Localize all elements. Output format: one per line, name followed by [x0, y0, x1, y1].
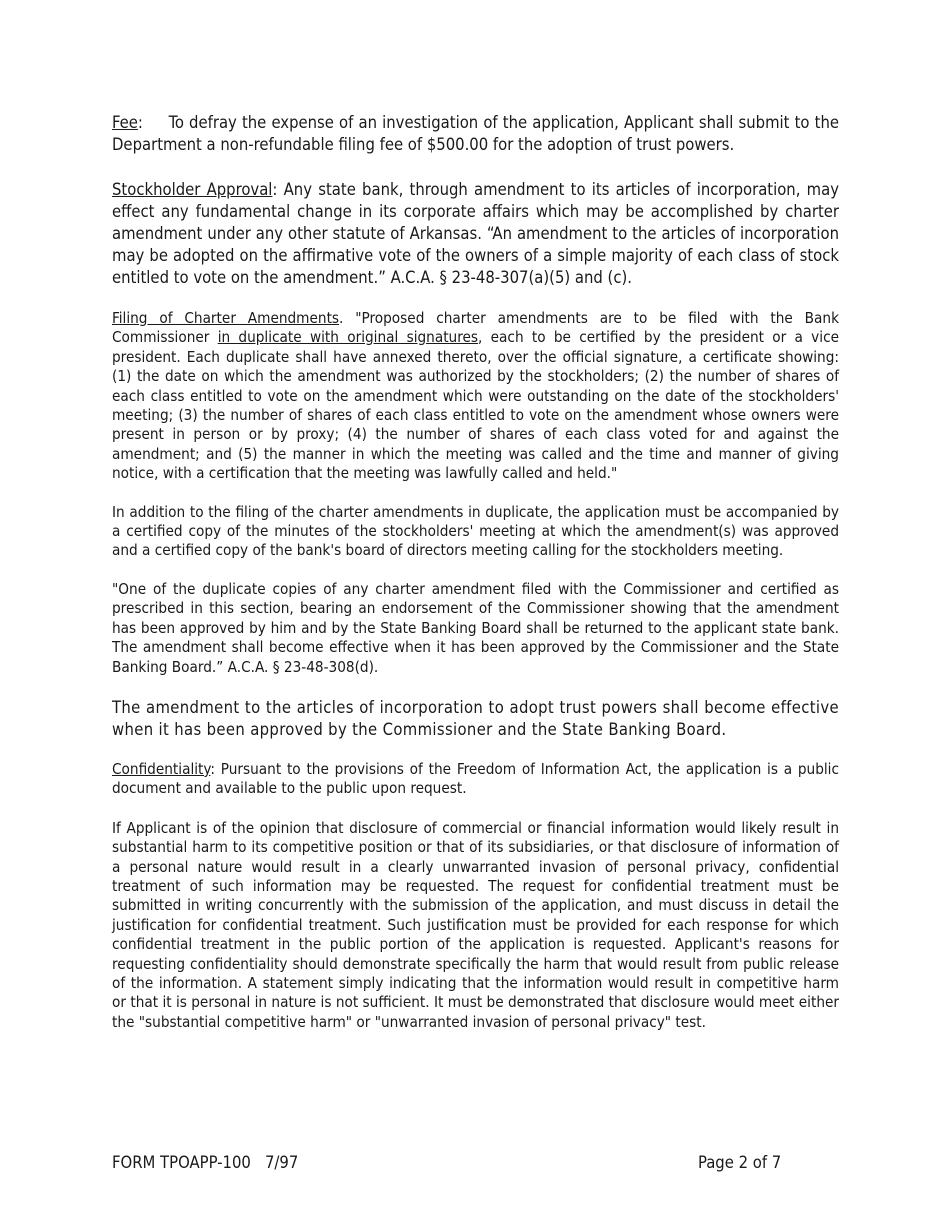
stockholder-approval-heading: Stockholder Approval: [112, 180, 273, 199]
confidential-treatment-paragraph: [112, 819, 839, 1032]
fee-paragraph: [112, 112, 844, 156]
form-number: FORM TPOAPP-100 7/97: [112, 1153, 299, 1172]
duplicate-copies-text: "One of the duplicate copies of any charter amendment filed with the Commissioner and certified as prescribed in this section, bearing an endorsement of the Commissioner showing that the amendment has been approved by him and by the State Banking Board shall be returned to the applicant state bank. The amendment shall become effective when it has been approved by the Commissioner and the State Banking Board.” A.C.A. § 23-48-308(d).: [112, 579, 839, 676]
effective-paragraph: [112, 697, 839, 741]
filing-charter-amendments-heading: Filing of Charter Amendments: [112, 309, 340, 327]
filing-text-part2: , each to be certified by the president or a vice president. Each duplicate shall have annexed thereto, over the official signature, a certificate showing: (1) the date on which the amendment was authorized by the stockholders; (2) the number of shares of each class entitled to vote on the amendment which were outstanding on the date of the stockholders' meeting; (3) the number of shares of each class entitled to vote on the amendment whose owners were present in person or by proxy; (4) the number of shares of each class voted for and against the amendment; and (5) the manner in which the meeting was called and the time and manner of giving notice, with a certification that the meeting was lawfully called and held.": [112, 328, 839, 483]
filing-underlined-text: in duplicate with original signatures: [217, 328, 479, 347]
document-page: [112, 112, 844, 1032]
addition-paragraph: [112, 503, 839, 561]
filing-charter-amendments-paragraph: [112, 309, 839, 484]
stockholder-approval-paragraph: [112, 179, 839, 289]
fee-text: : To defray the expense of an investigation of the application, Applicant shall submit to the Department a non-refundable filing fee of $500.00 for the adoption of trust powers.: [112, 113, 844, 154]
confidential-treatment-text: If Applicant is of the opinion that disclosure of commercial or financial information would likely result in substantial harm to its competitive position or that of its subsidiaries, or that disclosure of information of a personal nature would result in a clearly unwarranted invasion of personal privacy, confidential treatment of such information may be requested. The request for confidential treatment must be submitted in writing concurrently with the submission of the application, and must discuss in detail the justification for confidential treatment. Such justification must be provided for each response for which confidential treatment in the public portion of the application is requested. Applicant's reasons for requesting confidentiality should demonstrate specifically the harm that would result from public release of the information. A statement simply indicating that the information would result in competitive harm or that it is personal in nature is not sufficient. It must be demonstrated that disclosure would meet either the "substantial competitive harm" or "unwarranted invasion of personal privacy" test.: [112, 818, 839, 1031]
confidentiality-text: : Pursuant to the provisions of the Freedom of Information Act, the application is a public document and available to the public upon request.: [112, 759, 839, 798]
confidentiality-heading: Confidentiality: [112, 759, 211, 778]
stockholder-approval-text: : Any state bank, through amendment to its articles of incorporation, may effect any fundamental change in its corporate affairs which may be accomplished by charter amendment under any other statute of Arkansas. “An amendment to the articles of incorporation may be adopted on the affirmative vote of the owners of a simple majority of each class of stock entitled to vote on the amendment.” A.C.A. § 23-48-307(a)(5) and (c).: [112, 180, 839, 287]
filing-text-part1: . "Proposed charter amendments are to be filed with the Bank Commissioner: [112, 309, 839, 347]
page-number: Page 2 of 7: [698, 1153, 782, 1172]
fee-heading: Fee: [112, 113, 138, 132]
confidentiality-paragraph: [112, 760, 839, 799]
addition-text: In addition to the filing of the charter amendments in duplicate, the application must be accompanied by a certified copy of the minutes of the stockholders' meeting at which the amendment(s) was approved and a certified copy of the bank's board of directors meeting calling for the stockholders meeting.: [112, 502, 839, 560]
effective-text: The amendment to the articles of incorporation to adopt trust powers shall become effective when it has been approved by the Commissioner and the State Banking Board.: [112, 697, 839, 739]
duplicate-copies-paragraph: [112, 580, 839, 677]
